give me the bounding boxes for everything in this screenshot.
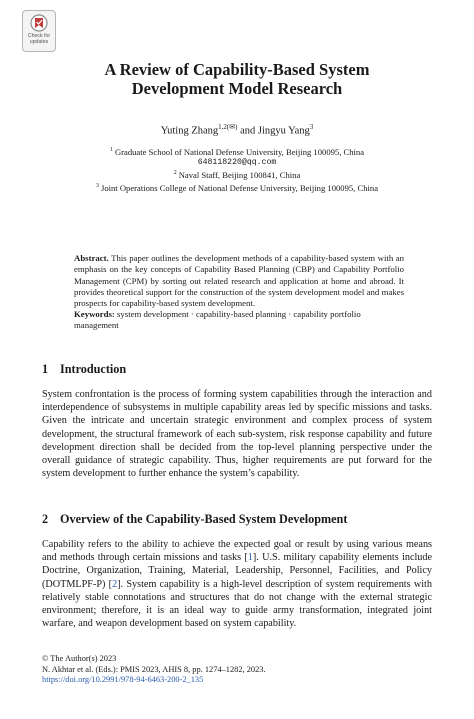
affiliation-3-num: 3 xyxy=(95,183,99,189)
author-line xyxy=(0,121,474,138)
affiliation-2-text: Naval Staff, Beijing 100841, China xyxy=(178,169,301,180)
affiliation-2-num: 2 xyxy=(173,170,177,176)
abstract-text: This paper outlines the development methods of a capability-based system with an emphasis on the key concepts of Capability Based Planning (CBP) and Capability Portfolio Management (CPM) by sorting out related research and application at home and abroad. It provides theoretical support for the construction of the system development model and makes prospects for capability-based system development. xyxy=(74,253,405,309)
section-1-title: Introduction xyxy=(60,362,127,376)
section-2-number: 2 xyxy=(42,512,49,526)
section-1-heading xyxy=(42,362,126,377)
affiliation-1 xyxy=(0,145,474,158)
badge-line1: Check for xyxy=(27,33,51,39)
author-1: Yuting Zhang xyxy=(160,125,219,137)
affiliation-1-text: Graduate School of National Defense University, Beijing 100095, China xyxy=(114,146,365,157)
section-1-number: 1 xyxy=(42,362,49,376)
copyright-line: © The Author(s) 2023 xyxy=(42,654,117,663)
author-email[interactable] xyxy=(0,157,474,168)
title-line-1: A Review of Capability-Based System xyxy=(104,60,370,79)
citation-link-2[interactable]: 2 xyxy=(112,578,118,590)
section-2-title: Overview of the Capability-Based System Development xyxy=(60,512,348,526)
author-2-affil: 3 xyxy=(309,123,314,131)
author-2: Jingyu Yang xyxy=(257,125,310,137)
affiliation-2 xyxy=(0,168,474,181)
email-text[interactable]: 648118220@qq.com xyxy=(197,158,277,167)
bookmark-check-icon xyxy=(30,14,48,34)
title-line-2: Development Model Research xyxy=(131,79,343,98)
keywords-label: Keywords: xyxy=(74,309,115,319)
doi-link[interactable]: https://doi.org/10.2991/978-94-6463-200-2_135 xyxy=(42,675,204,684)
footer xyxy=(42,654,266,686)
author-1-affil: 1,2(✉) xyxy=(218,123,238,131)
keywords xyxy=(74,309,404,332)
affiliation-1-num: 1 xyxy=(109,147,113,153)
abstract-label: Abstract. xyxy=(74,253,109,263)
keywords-text: system development · capability-based planning · capability portfolio management xyxy=(74,309,361,331)
section-1-paragraph: System confrontation is the process of forming system capabilities through the interaction and interdependence of subsystems in multiple capability areas led by specific missions and tasks. Given the intricate and uncertain strategic environment and complex process of system development, the structural framework of each sub-system, risk response capability and future development direction shall be decided from the top-level planning perspective under the overall guidance of strategic capability. Thus, higher requirements are put forward for the system development to further enhance the system’s capability. xyxy=(42,389,432,480)
section-2-text-a: Capability refers to the ability to achieve the expected goal or result by using various means and methods through certain missions and tasks [ xyxy=(42,539,432,564)
section-2-paragraph xyxy=(42,538,432,630)
author-connector: and xyxy=(237,125,258,137)
badge-line2: updates xyxy=(29,38,49,45)
check-for-updates-badge[interactable] xyxy=(22,10,56,52)
section-2-heading xyxy=(42,512,347,527)
paper-title xyxy=(0,60,474,98)
affiliation-3-text: Joint Operations College of National Defense University, Beijing 100095, China xyxy=(100,182,379,193)
abstract xyxy=(74,253,404,309)
section-2-text-c: ]. System capability is a high-level description of system requirements with relatively stable connotations and structures that do not change with the external strategic environment; therefore, it is an ideal way to guide army transformation, integrated joint warfare, and weapon development based on system capability. xyxy=(42,578,432,630)
citation-line: N. Akhtar et al. (Eds.): PMIS 2023, AHIS 8, pp. 1274–1282, 2023. xyxy=(42,664,266,674)
section-2-text-b: ]. U.S. military capability elements include Doctrine, Organization, Training, Material, Leadership, Personnel, Facilities, and Policy (DOTMLPF-P) [ xyxy=(42,552,433,590)
citation-link-1[interactable]: 1 xyxy=(247,552,253,564)
affiliation-3 xyxy=(0,181,474,194)
